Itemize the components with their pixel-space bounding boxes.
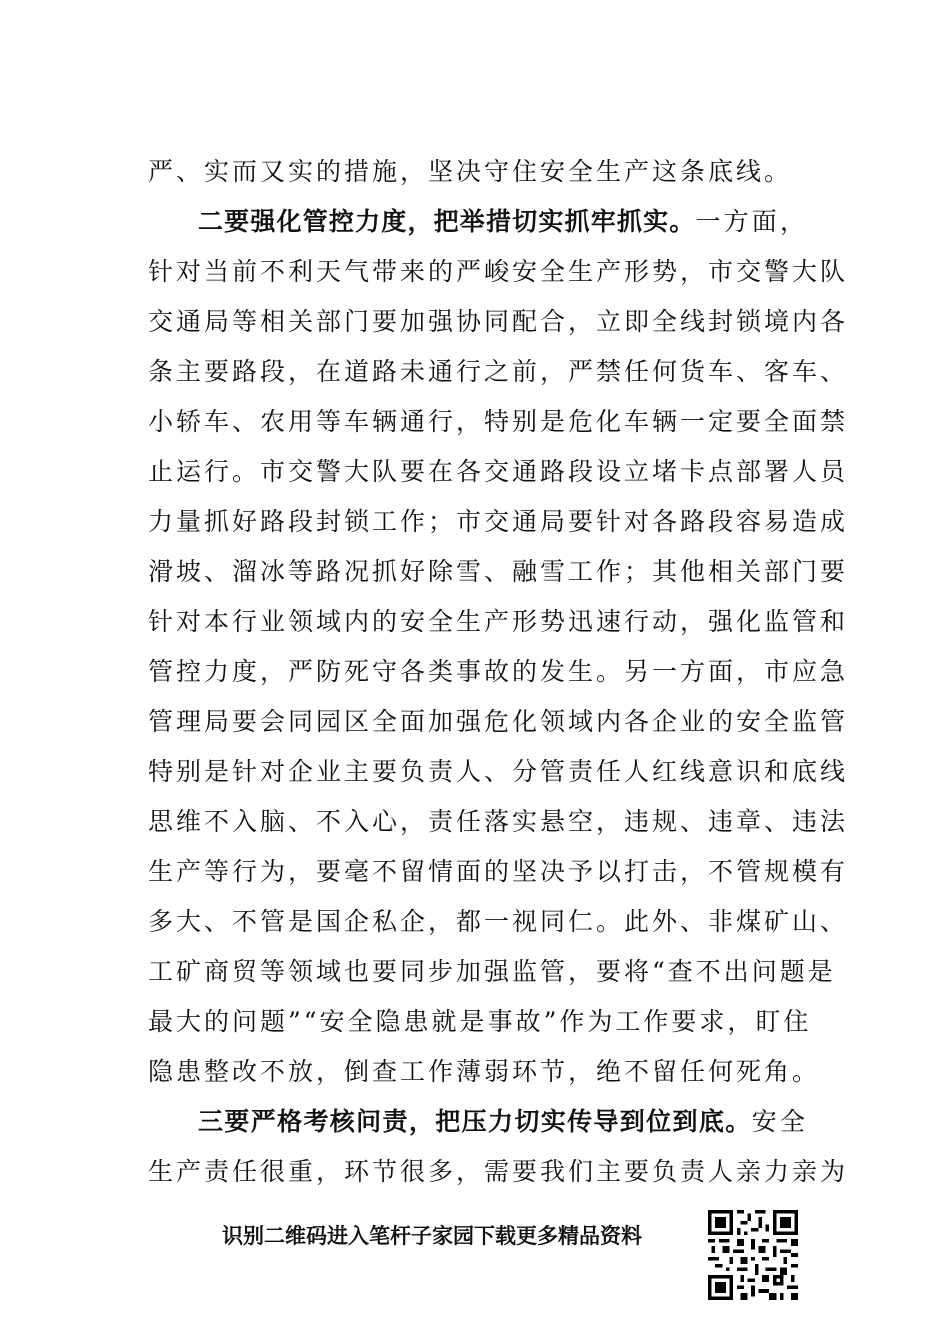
paragraph-2-lead: 一方面，: [695, 207, 808, 236]
text-line: 针对本行业领域内的安全生产形势迅速行动，强化监管和: [148, 607, 849, 636]
text-line: 特别是针对企业主要负责人、分管责任人红线意识和底线: [148, 757, 849, 786]
text-line: 生产责任很重，环节很多，需要我们主要负责人亲力亲为: [148, 1157, 849, 1186]
paragraph-3-heading: 三要严格考核问责，把压力切实传导到位到底。: [198, 1107, 752, 1136]
paragraph-2-heading: 二要强化管控力度，把举措切实抓牢抓实。: [198, 207, 696, 236]
text-line: 交通局等相关部门要加强协同配合，立即全线封锁境内各: [148, 307, 849, 336]
text-line: 力量抓好路段封锁工作；市交通局要针对各路段容易造成: [148, 507, 849, 536]
text-line: 思维不入脑、不入心，责任落实悬空，违规、违章、违法: [148, 807, 849, 836]
text-line: 滑坡、溜冰等路况抓好除雪、融雪工作；其他相关部门要: [148, 557, 849, 586]
text-line: 生产等行为，要毫不留情面的坚决予以打击，不管规模有: [148, 857, 849, 886]
paragraph-3-first-line: [198, 1107, 808, 1137]
paragraph-3-lead: 安全: [751, 1107, 808, 1136]
text-line: 隐患整改不放，倒查工作薄弱环节，绝不留任何死角。: [148, 1057, 821, 1086]
text-line: 最大的问题”“安全隐患就是事故”作为工作要求，盯住: [148, 1007, 812, 1036]
qr-code-icon[interactable]: [708, 1210, 798, 1300]
text-line: 止运行。市交警大队要在各交通路段设立堵卡点部署人员: [148, 457, 849, 486]
paragraph-2-first-line: [198, 207, 808, 237]
text-line: 管控力度，严防死守各类事故的发生。另一方面，市应急: [148, 657, 849, 686]
footer-promo-text: 识别二维码进入笔杆子家园下载更多精品资料: [222, 1224, 642, 1248]
text-line: 严、实而又实的措施，坚决守住安全生产这条底线。: [148, 157, 793, 186]
text-line: 小轿车、农用等车辆通行，特别是危化车辆一定要全面禁: [148, 407, 849, 436]
text-line: 工矿商贸等领域也要同步加强监管，要将“查不出问题是: [148, 957, 836, 986]
text-line: 针对当前不利天气带来的严峻安全生产形势，市交警大队: [148, 257, 849, 286]
text-line: 条主要路段，在道路未通行之前，严禁任何货车、客车、: [148, 357, 849, 386]
text-line: 管理局要会同园区全面加强危化领域内各企业的安全监管: [148, 707, 849, 736]
text-line: 多大、不管是国企私企，都一视同仁。此外、非煤矿山、: [148, 907, 849, 936]
